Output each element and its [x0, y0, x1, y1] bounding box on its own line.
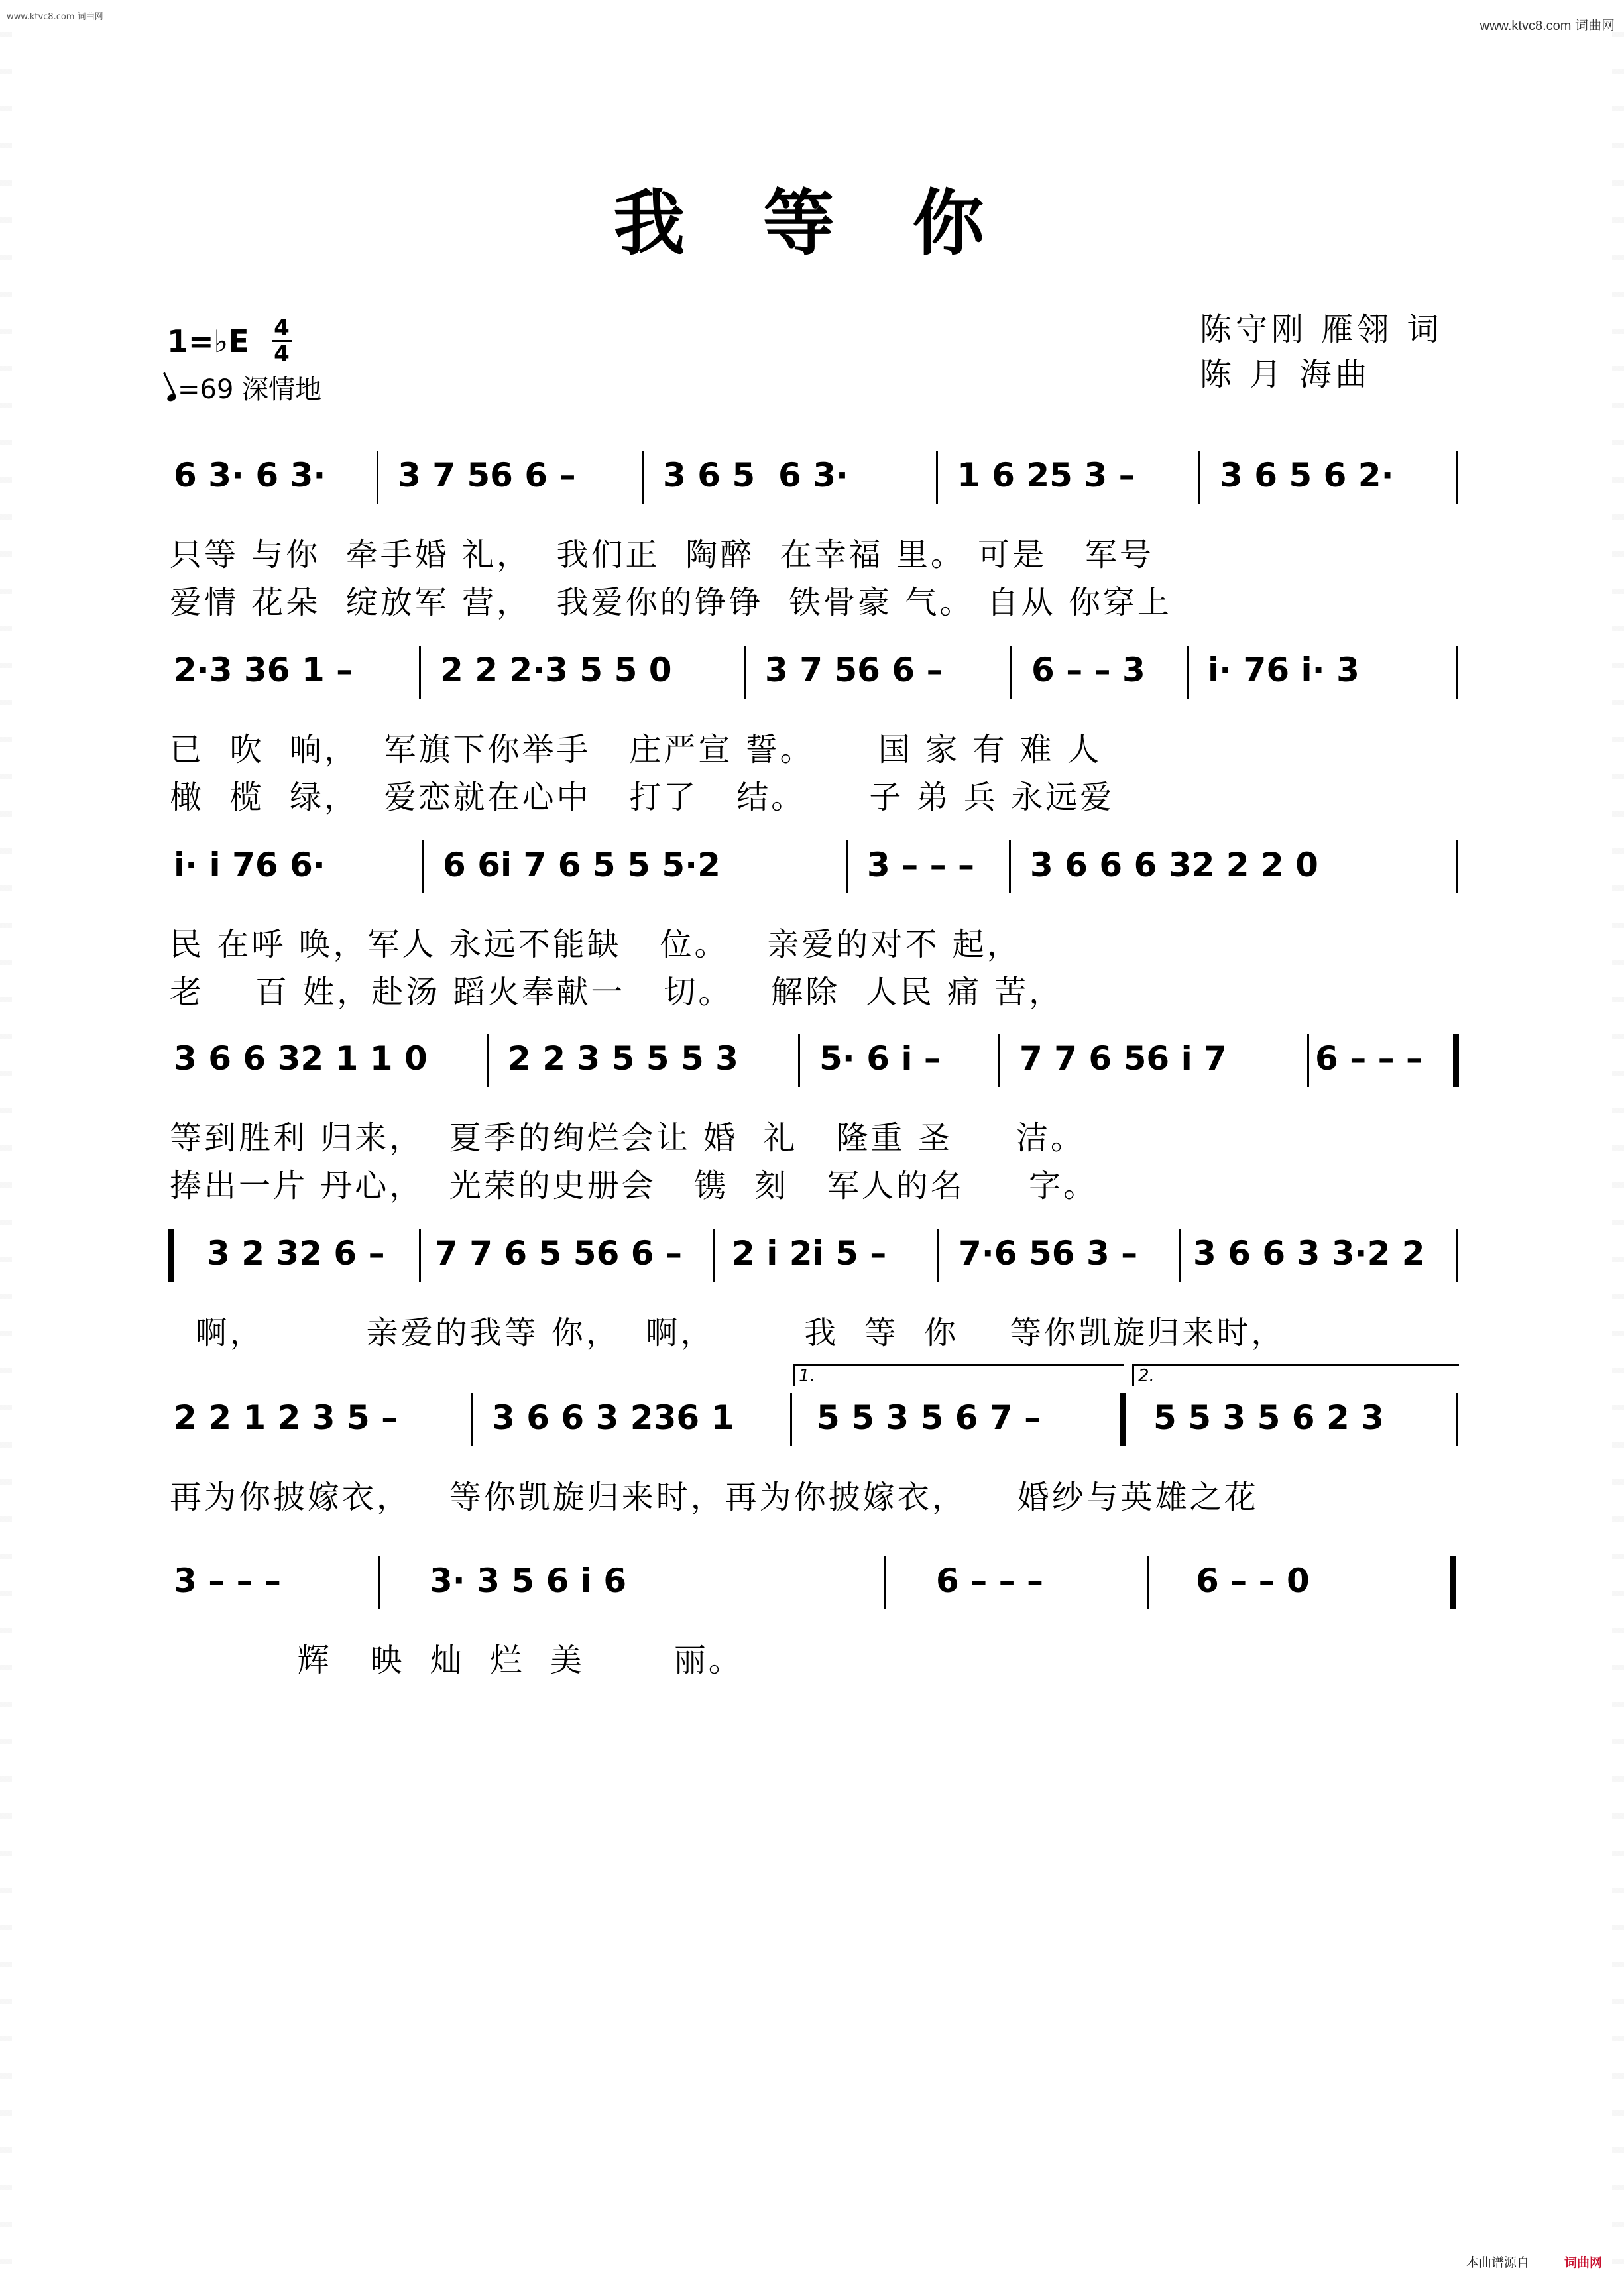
measure: 6 3· 6 3·	[174, 456, 326, 494]
barline	[937, 1229, 939, 1282]
measure: 3 – – –	[867, 846, 975, 884]
lyrics-verse-1	[0, 919, 1624, 966]
barline	[1456, 451, 1458, 504]
meter-bottom: 4	[274, 341, 290, 367]
barline	[1179, 1229, 1181, 1282]
lyrics-verse-2	[0, 966, 1624, 1014]
score-system-4	[0, 1039, 1624, 1208]
lyric-text: 已 吹 响， 军旗下你举手 庄严宣 誓。 国 家 有 难 人	[170, 731, 1102, 768]
barline	[1198, 451, 1200, 504]
measure: 3 6 5 6 2·	[1220, 456, 1394, 494]
measure: 3 7 56 6 –	[765, 651, 943, 689]
measure: 3 6 5 6 3·	[663, 456, 848, 494]
score-system-6	[0, 1399, 1624, 1519]
score-system-5	[0, 1234, 1624, 1355]
lyric-text: 橄 榄 绿， 爱恋就在心中 打了 结。 子 弟 兵 永远爱	[170, 779, 1115, 816]
score-system-7	[0, 1562, 1624, 1682]
measure: 7 7 6 5 56 6 –	[435, 1234, 682, 1273]
barline	[1147, 1556, 1149, 1609]
header-watermark-left: www.ktvc8.com 词曲网	[7, 12, 103, 22]
measure: 3 6 6 3 3·2 2	[1193, 1234, 1425, 1273]
barline	[378, 1556, 380, 1609]
notes-line	[0, 1399, 1624, 1471]
measure: 5· 6 i –	[819, 1039, 941, 1078]
lyric-text: 爱情 花朵 绽放军 营， 我爱你的铮铮 铁骨豪 气。 自从 你穿上	[170, 584, 1172, 621]
repeat-start-barline	[168, 1229, 174, 1282]
key-signature: 1=♭E	[167, 323, 249, 359]
notes-line	[0, 651, 1624, 724]
lyric-text: 只等 与你 牵手婚 礼， 我们正 陶醉 在幸福 里。 可是 军号	[170, 536, 1154, 573]
measure: 7 7 6 56 i 7	[1019, 1039, 1227, 1078]
header-watermark-right: www.ktvc8.com 词曲网	[1479, 19, 1615, 33]
barline	[419, 646, 421, 699]
measure: 3· 3 5 6 i 6	[430, 1562, 627, 1600]
barline	[422, 840, 424, 893]
lyrics-verse-2	[0, 1160, 1624, 1208]
notes-line	[0, 1234, 1624, 1307]
lyric-text: 啊， 亲爱的我等 你， 啊， 我 等 你 等你凯旋归来时，	[170, 1314, 1286, 1351]
volta-first-ending: 1.	[793, 1364, 1124, 1386]
measure: 2 2 2·3 5 5 0	[440, 651, 672, 689]
composer-credit: 陈 月 海曲	[1200, 356, 1371, 393]
lyric-text: 民 在呼 唤，军人 永远不能缺 位。 亲爱的对不 起，	[170, 926, 1021, 963]
lyrics-verse-1	[0, 1471, 1624, 1519]
score-system-2	[0, 651, 1624, 819]
measure: 6 – – –	[1315, 1039, 1423, 1078]
measure: 6 – – –	[936, 1562, 1044, 1600]
barline	[884, 1556, 886, 1609]
barline	[1187, 646, 1189, 699]
meter-top: 4	[274, 315, 290, 341]
barline	[1456, 1393, 1458, 1446]
barline	[1009, 840, 1011, 893]
lyricist-credit: 陈守刚 雁翎 词	[1200, 311, 1443, 348]
barline	[1307, 1034, 1309, 1087]
lyrics-verse-1	[0, 1112, 1624, 1160]
time-signature	[272, 317, 292, 365]
score-system-1	[0, 456, 1624, 624]
notes-line	[0, 846, 1624, 919]
final-barline	[1450, 1556, 1456, 1609]
barline	[471, 1393, 473, 1446]
barline	[1456, 840, 1458, 893]
song-title: 我 等 你	[613, 182, 1011, 265]
barline	[798, 1034, 800, 1087]
lyric-text: 等到胜利 归来， 夏季的绚烂会让 婚 礼 隆重 圣 洁。	[170, 1119, 1085, 1157]
footer-source-text: 本曲谱源自	[1466, 2255, 1530, 2270]
lyrics-verse-2	[0, 771, 1624, 819]
barline	[642, 451, 644, 504]
lyric-text: 老 百 姓，赴汤 蹈火奉献一 切。 解除 人民 痛 苦，	[170, 974, 1064, 1011]
measure: 3 6 6 6 32 2 2 0	[1030, 846, 1318, 884]
volta-second-ending: 2.	[1132, 1364, 1459, 1386]
measure: 2 2 3 5 5 5 3	[508, 1039, 738, 1078]
barline	[377, 451, 378, 504]
measure: 3 2 32 6 –	[207, 1234, 385, 1273]
lyric-text: 再为你披嫁衣， 等你凯旋归来时，再为你披嫁衣， 婚纱与英雄之花	[170, 1479, 1259, 1516]
tempo-marking	[167, 369, 321, 406]
barline	[419, 1229, 421, 1282]
measure: 2 2 1 2 3 5 –	[174, 1399, 398, 1437]
barline	[790, 1393, 792, 1446]
measure: 2·3 36 1 –	[174, 651, 353, 689]
barline	[1010, 646, 1012, 699]
quarter-note-icon	[166, 393, 178, 403]
notes-line	[0, 456, 1624, 529]
notes-line	[0, 1039, 1624, 1112]
measure: 2 i 2i 5 –	[732, 1234, 887, 1273]
lyric-text: 捧出一片 丹心， 光荣的史册会 镌 刻 军人的名 字。	[170, 1167, 1098, 1204]
measure: 3 6 6 32 1 1 0	[174, 1039, 428, 1078]
measure: 3 7 56 6 –	[398, 456, 576, 494]
barline	[936, 451, 938, 504]
measure: i· 76 i· 3	[1208, 651, 1360, 689]
barline	[487, 1034, 489, 1087]
lyrics-verse-1	[0, 724, 1624, 771]
barline	[846, 840, 848, 893]
notes-line	[0, 1562, 1624, 1634]
repeat-end-barline	[1453, 1034, 1459, 1087]
lyrics-verse-1	[0, 1307, 1624, 1355]
measure: 6 – – 0	[1196, 1562, 1310, 1600]
footer-site-logo[interactable]: 词曲网	[1564, 2255, 1603, 2270]
barline	[998, 1034, 1000, 1087]
measure: 3 6 6 3 236 1	[492, 1399, 734, 1437]
barline	[1456, 646, 1458, 699]
lyrics-verse-2	[0, 577, 1624, 624]
score-system-3	[0, 846, 1624, 1014]
tempo-text: =69 深情地	[178, 374, 322, 405]
measure: 6 6i 7 6 5 5 5·2	[443, 846, 721, 884]
measure: i· i 76 6·	[174, 846, 325, 884]
measure: 1 6 25 3 –	[957, 456, 1135, 494]
measure: 5 5 3 5 6 7 –	[817, 1399, 1041, 1437]
measure: 3 – – –	[174, 1562, 282, 1600]
barline	[744, 646, 746, 699]
lyrics-verse-1	[0, 529, 1624, 577]
measure: 6 – – 3	[1031, 651, 1145, 689]
measure: 7·6 56 3 –	[958, 1234, 1138, 1273]
measure: 5 5 3 5 6 2 3	[1153, 1399, 1384, 1437]
lyric-text: 辉 映 灿 烂 美 丽。	[170, 1642, 743, 1679]
barline	[1456, 1229, 1458, 1282]
barline	[713, 1229, 715, 1282]
lyrics-verse-1	[0, 1634, 1624, 1682]
repeat-end-barline	[1120, 1393, 1126, 1446]
